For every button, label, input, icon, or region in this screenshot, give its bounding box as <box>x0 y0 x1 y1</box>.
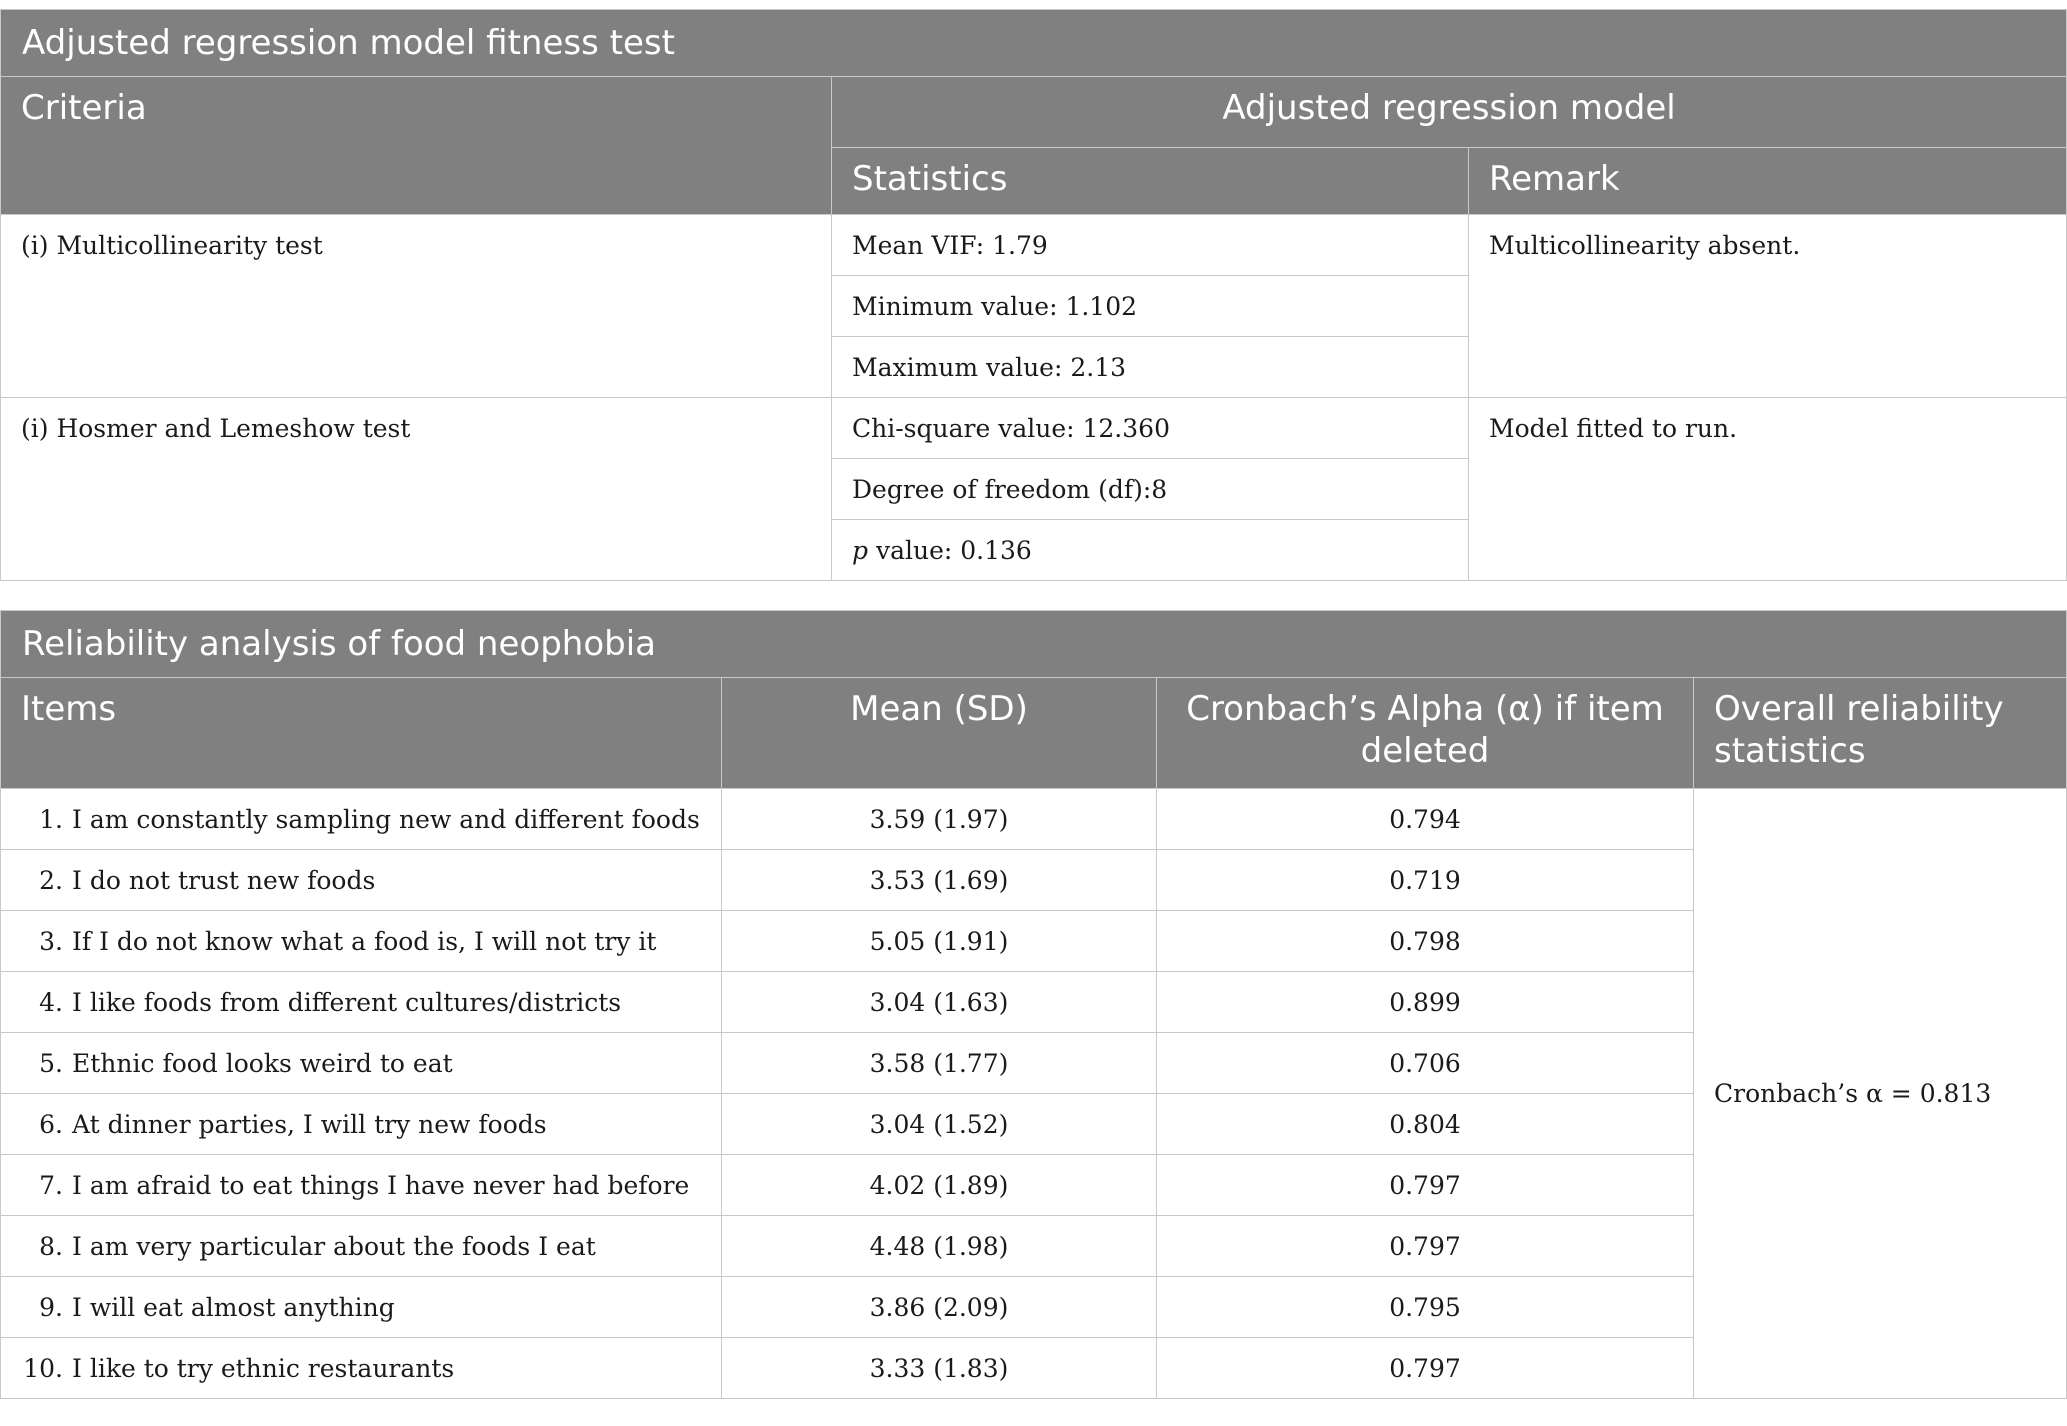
mean-sd-cell: 3.04 (1.52) <box>722 1094 1157 1155</box>
mean-sd-header: Mean (SD) <box>722 678 1157 789</box>
item-cell <box>1 789 722 850</box>
alpha-cell: 0.795 <box>1157 1277 1694 1338</box>
remark-cell: Model fitted to run. <box>1469 398 2067 581</box>
item-text: If I do not know what a food is, I will not try it <box>72 926 657 956</box>
mean-sd-cell: 3.04 (1.63) <box>722 972 1157 1033</box>
item-text: I like to try ethnic restaurants <box>72 1353 455 1383</box>
remark-header: Remark <box>1469 148 2067 215</box>
criteria-cell: (i) Hosmer and Lemeshow test <box>1 398 832 581</box>
criteria-cell: (i) Multicollinearity test <box>1 215 832 398</box>
alpha-cell: 0.798 <box>1157 911 1694 972</box>
item-text: I will eat almost anything <box>72 1292 395 1322</box>
mean-sd-cell: 5.05 (1.91) <box>722 911 1157 972</box>
item-number: 3. <box>39 926 63 956</box>
item-cell <box>1 850 722 911</box>
item-number: 9. <box>39 1292 63 1322</box>
item-cell <box>1 1033 722 1094</box>
item-number: 6. <box>39 1109 63 1139</box>
item-text: I am constantly sampling new and different foods <box>72 804 700 834</box>
document <box>0 9 2066 1399</box>
item-number: 7. <box>39 1170 63 1200</box>
alpha-cell: 0.899 <box>1157 972 1694 1033</box>
p-symbol: p <box>852 535 869 565</box>
alpha-cell: 0.719 <box>1157 850 1694 911</box>
alpha-cell: 0.706 <box>1157 1033 1694 1094</box>
item-number: 1. <box>39 804 63 834</box>
item-cell <box>1 972 722 1033</box>
item-text: I am very particular about the foods I eat <box>72 1231 596 1261</box>
table-row <box>1 215 2067 276</box>
reliability-table <box>0 610 2067 1399</box>
fitness-table-caption: Adjusted regression model fitness test <box>1 10 2067 77</box>
mean-sd-cell: 3.58 (1.77) <box>722 1033 1157 1094</box>
item-number: 8. <box>39 1231 63 1261</box>
items-header: Items <box>1 678 722 789</box>
overall-reliability-cell: Cronbach’s α = 0.813 <box>1694 789 2067 1399</box>
reliability-table-caption: Reliability analysis of food neophobia <box>1 611 2067 678</box>
alpha-cell: 0.797 <box>1157 1338 1694 1399</box>
item-text: I like foods from different cultures/districts <box>72 987 622 1017</box>
mean-sd-cell: 4.02 (1.89) <box>722 1155 1157 1216</box>
fitness-table <box>0 9 2067 581</box>
mean-sd-cell: 4.48 (1.98) <box>722 1216 1157 1277</box>
mean-sd-cell: 3.86 (2.09) <box>722 1277 1157 1338</box>
table-row <box>1 789 2067 850</box>
item-cell <box>1 1277 722 1338</box>
statistic-cell: Degree of freedom (df):8 <box>832 459 1469 520</box>
alpha-cell: 0.797 <box>1157 1216 1694 1277</box>
item-cell <box>1 1155 722 1216</box>
reliability-table-body <box>1 789 2067 1399</box>
statistic-cell: Maximum value: 2.13 <box>832 337 1469 398</box>
mean-sd-cell: 3.59 (1.97) <box>722 789 1157 850</box>
table-row <box>1 398 2067 459</box>
alpha-cell: 0.804 <box>1157 1094 1694 1155</box>
item-number: 5. <box>39 1048 63 1078</box>
alpha-cell: 0.794 <box>1157 789 1694 850</box>
alpha-if-deleted-header: Cronbach’s Alpha (α) if item deleted <box>1157 678 1694 789</box>
item-number: 2. <box>39 865 63 895</box>
item-number: 10. <box>23 1353 63 1383</box>
item-text: I do not trust new foods <box>72 865 376 895</box>
overall-reliability-header: Overall reliability statistics <box>1694 678 2067 789</box>
item-cell <box>1 911 722 972</box>
statistics-header: Statistics <box>832 148 1469 215</box>
criteria-header: Criteria <box>1 77 832 215</box>
statistic-cell: Mean VIF: 1.79 <box>832 215 1469 276</box>
item-cell <box>1 1338 722 1399</box>
item-number: 4. <box>39 987 63 1017</box>
adjusted-model-header: Adjusted regression model <box>832 77 2067 148</box>
item-text: I am afraid to eat things I have never had before <box>72 1170 690 1200</box>
mean-sd-cell: 3.53 (1.69) <box>722 850 1157 911</box>
item-cell <box>1 1094 722 1155</box>
statistic-cell <box>832 520 1469 581</box>
alpha-cell: 0.797 <box>1157 1155 1694 1216</box>
statistic-cell: Chi-square value: 12.360 <box>832 398 1469 459</box>
item-cell <box>1 1216 722 1277</box>
item-text: Ethnic food looks weird to eat <box>72 1048 453 1078</box>
statistic-cell: Minimum value: 1.102 <box>832 276 1469 337</box>
mean-sd-cell: 3.33 (1.83) <box>722 1338 1157 1399</box>
item-text: At dinner parties, I will try new foods <box>72 1109 547 1139</box>
p-value-text: value: 0.136 <box>868 535 1032 565</box>
remark-cell: Multicollinearity absent. <box>1469 215 2067 398</box>
